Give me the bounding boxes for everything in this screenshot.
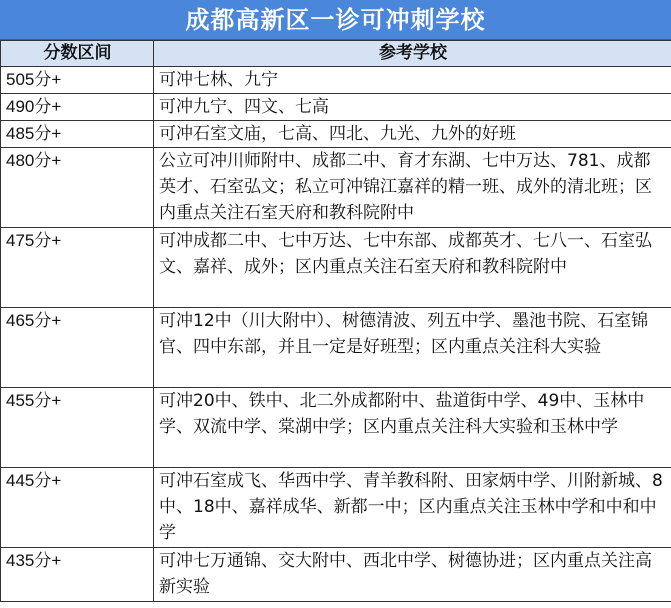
schools-cell: 可冲七林、九宁 — [154, 67, 671, 94]
schools-cell: 可冲石室成飞、华西中学、青羊教科附、田家炳中学、川附新城、8中、18中、嘉祥成华、新都一中；区内重点关注玉林中学和中和中学 — [154, 468, 671, 548]
score-cell: 435分+ — [1, 548, 154, 602]
score-table — [0, 40, 671, 602]
schools-cell: 可冲七万通锦、交大附中、西北中学、树德协进；区内重点关注高新实验 — [154, 548, 671, 602]
score-cell: 445分+ — [1, 468, 154, 548]
schools-cell: 公立可冲川师附中、成都二中、育才东湖、七中万达、781、成都英才、石室弘文；私立可冲锦江嘉祥的精一班、成外的清北班；区内重点关注石室天府和教科院附中 — [154, 148, 671, 228]
table-row — [1, 67, 671, 94]
schools-cell: 可冲12中（川大附中）、树德清波、列五中学、墨池书院、石室锦官、四中东部，并且一定是好班型；区内重点关注科大实验 — [154, 308, 671, 388]
schools-cell: 可冲石室文庙，七高、四北、九光、九外的好班 — [154, 121, 671, 148]
table-row — [1, 94, 671, 121]
score-cell: 465分+ — [1, 308, 154, 388]
table-row — [1, 388, 671, 468]
score-cell: 490分+ — [1, 94, 154, 121]
table-row — [1, 121, 671, 148]
score-cell: 480分+ — [1, 148, 154, 228]
table-row — [1, 148, 671, 228]
header-score: 分数区间 — [1, 41, 154, 67]
schools-cell: 可冲成都二中、七中万达、七中东部、成都英才、七八一、石室弘文、嘉祥、成外；区内重点关注石室天府和教科院附中 — [154, 228, 671, 308]
score-cell: 505分+ — [1, 67, 154, 94]
header-row — [1, 41, 671, 67]
header-schools: 参考学校 — [154, 41, 671, 67]
table-title: 成都高新区一诊可冲刺学校 — [0, 0, 671, 40]
schools-cell: 可冲20中、铁中、北二外成都附中、盐道街中学、49中、玉林中学、双流中学、棠湖中学；区内重点关注科大实验和玉林中学 — [154, 388, 671, 468]
score-cell: 475分+ — [1, 228, 154, 308]
schools-cell: 可冲九宁、四文、七高 — [154, 94, 671, 121]
score-cell: 485分+ — [1, 121, 154, 148]
table-row — [1, 548, 671, 602]
table-row — [1, 308, 671, 388]
table-row — [1, 468, 671, 548]
table-row — [1, 228, 671, 308]
score-cell: 455分+ — [1, 388, 154, 468]
